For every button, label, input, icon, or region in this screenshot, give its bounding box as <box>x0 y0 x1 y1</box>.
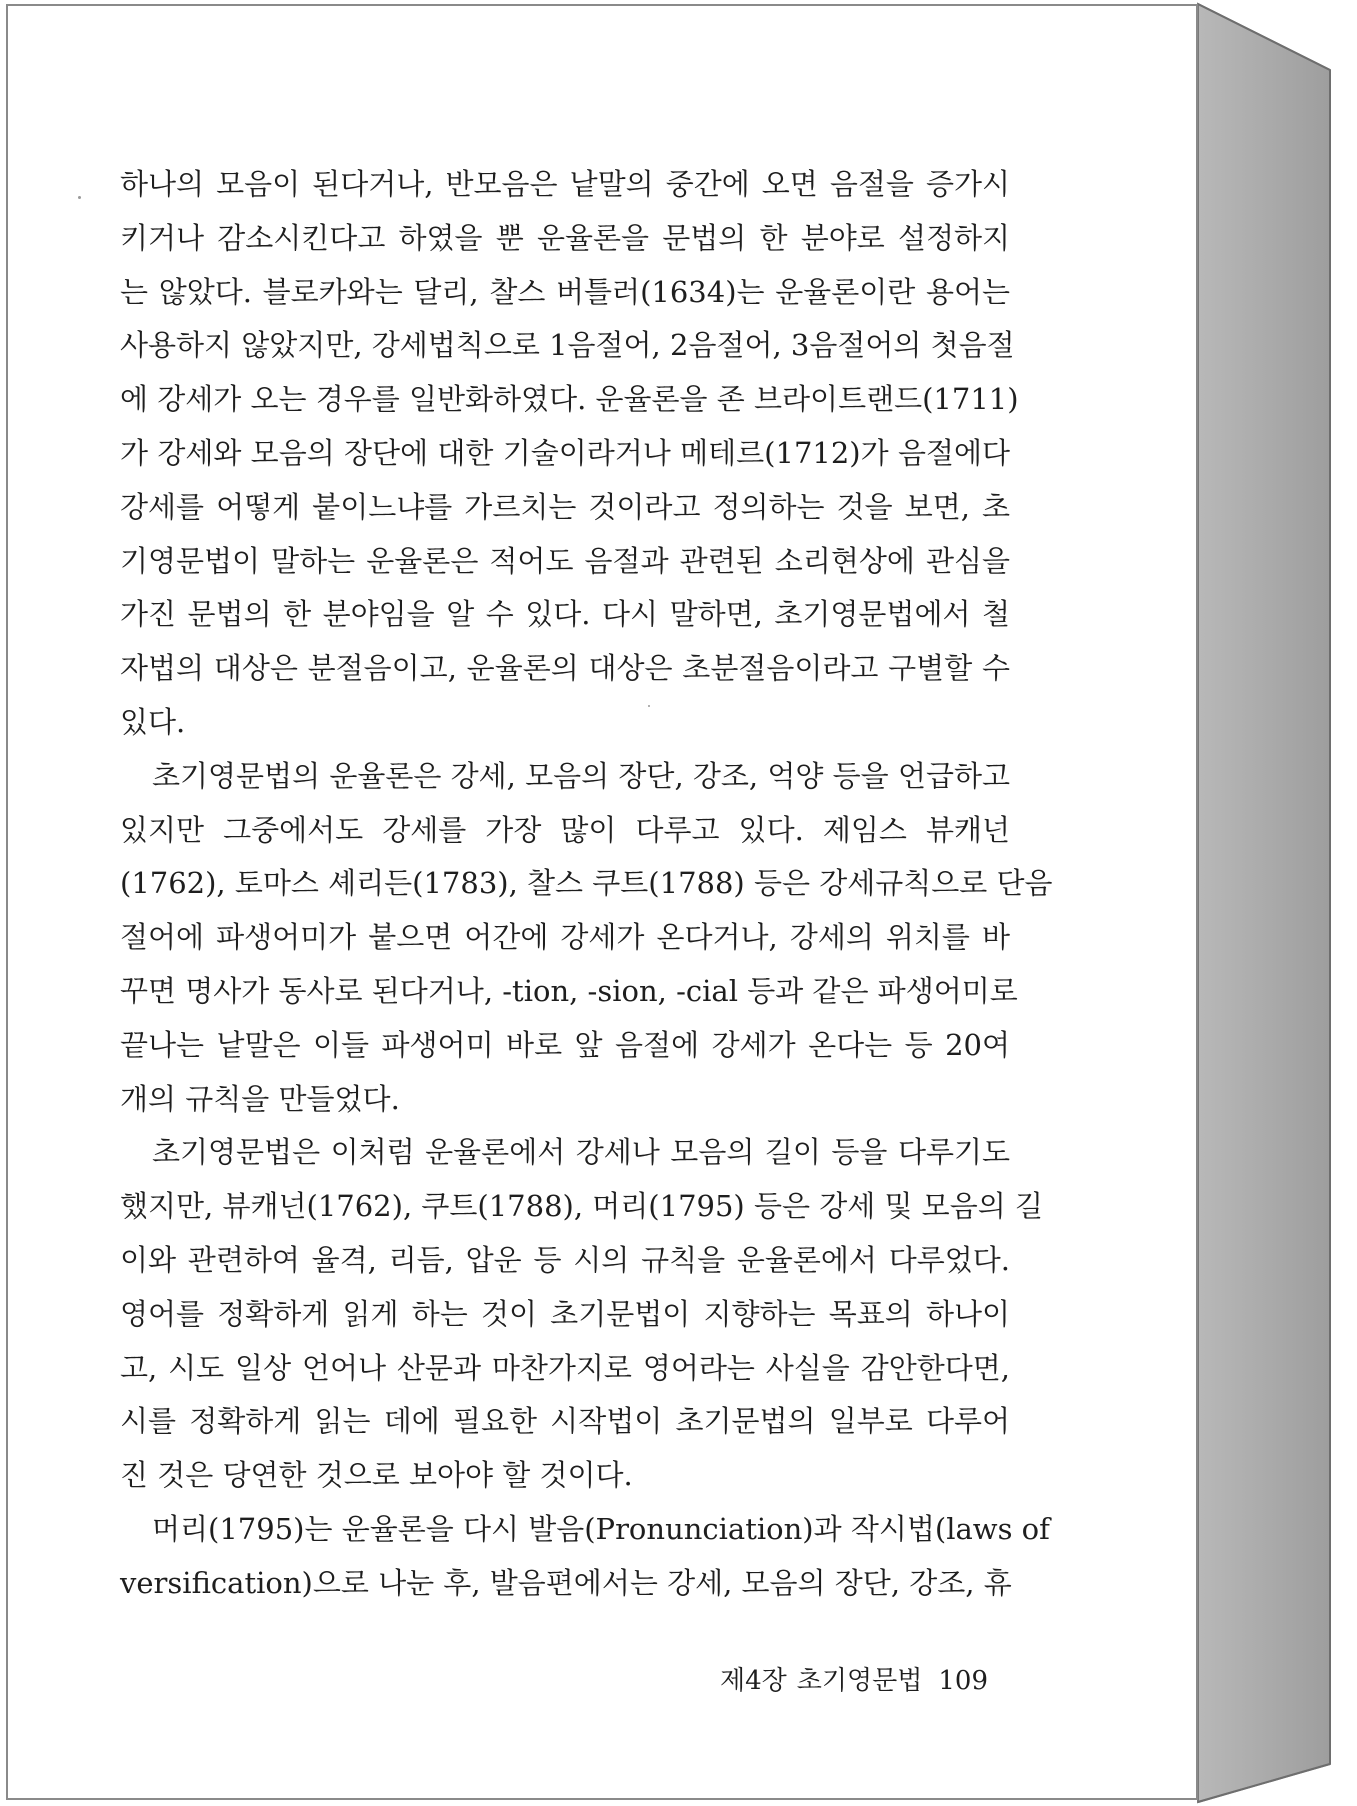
text-line: 영어를 정확하게 읽게 하는 것이 초기문법이 지향하는 목표의 하나이 <box>120 1296 1010 1331</box>
chapter-label: 제4장 <box>720 1666 787 1696</box>
text-line: 기영문법이 말하는 운율론은 적어도 음절과 관련된 소리현상에 관심을 <box>120 543 1010 578</box>
text-line: 이와 관련하여 율격, 리듬, 압운 등 시의 규칙을 운율론에서 다루었다. <box>120 1242 1010 1277</box>
body-text <box>120 158 1053 1611</box>
section-label: 초기영문법 <box>796 1666 923 1696</box>
text-line: 머리(1795)는 운율론을 다시 발음(Pronunciation)과 작시법(laws of <box>152 1511 1050 1546</box>
text-line: 사용하지 않았지만, 강세법칙으로 1음절어, 2음절어, 3음절어의 첫음절 <box>120 328 1015 363</box>
text-line: 강세를 어떻게 붙이느냐를 가르치는 것이라고 정의하는 것을 보면, 초 <box>120 489 1010 524</box>
text-line: 진 것은 당연한 것으로 보아야 할 것이다. <box>120 1458 633 1493</box>
text-line: 끝나는 낱말은 이들 파생어미 바로 앞 음절에 강세가 온다는 등 20여 <box>120 1027 1010 1062</box>
text-line: versification)으로 나눈 후, 발음편에서는 강세, 모음의 장단, 강조, 휴 <box>120 1565 1012 1600</box>
page-footer <box>720 1660 989 1697</box>
text-line: 에 강세가 오는 경우를 일반화하였다. 운율론을 존 브라이트랜드(1711) <box>120 382 1019 417</box>
text-line: 가 강세와 모음의 장단에 대한 기술이라거나 메테르(1712)가 음절에다 <box>120 435 1010 470</box>
text-line: 초기영문법의 운율론은 강세, 모음의 장단, 강조, 억양 등을 언급하고 <box>152 758 1010 793</box>
text-line: 했지만, 뷰캐넌(1762), 쿠트(1788), 머리(1795) 등은 강세 및 모음의 길 <box>120 1189 1043 1224</box>
text-line: 하나의 모음이 된다거나, 반모음은 낱말의 중간에 오면 음절을 증가시 <box>120 167 1010 201</box>
text-line: 꾸면 명사가 동사로 된다거나, -tion, -sion, -cial 등과 같은 파생어미로 <box>120 973 1018 1008</box>
page-number: 109 <box>938 1666 989 1696</box>
text-line: (1762), 토마스 셰리든(1783), 찰스 쿠트(1788) 등은 강세규칙으로 단음 <box>120 866 1053 901</box>
text-line: 개의 규칙을 만들었다. <box>120 1081 400 1116</box>
text-line: 자법의 대상은 분절음이고, 운율론의 대상은 초분절음이라고 구별할 수 <box>120 651 1010 686</box>
text-line: 초기영문법은 이처럼 운율론에서 강세나 모음의 길이 등을 다루기도 <box>152 1135 1010 1170</box>
text-line: 절어에 파생어미가 붙으면 어간에 강세가 온다거나, 강세의 위치를 바 <box>120 920 1010 955</box>
text-line: 있지만 그중에서도 강세를 가장 많이 다루고 있다. 제임스 뷰캐넌 <box>120 812 1010 847</box>
text-line: 키거나 감소시킨다고 하였을 뿐 운율론을 문법의 한 분야로 설정하지 <box>120 220 1010 255</box>
scan-speck <box>78 196 81 199</box>
text-line: 있다. <box>120 704 186 739</box>
text-line: 는 않았다. 블로카와는 달리, 찰스 버틀러(1634)는 운율론이란 용어는 <box>120 274 1010 309</box>
text-line: 가진 문법의 한 분야임을 알 수 있다. 다시 말하면, 초기영문법에서 철 <box>120 597 1010 632</box>
text-line: 시를 정확하게 읽는 데에 필요한 시작법이 초기문법의 일부로 다루어 <box>120 1404 1010 1439</box>
text-line: 고, 시도 일상 언어나 산문과 마찬가지로 영어라는 사실을 감안한다면, <box>120 1350 1010 1385</box>
